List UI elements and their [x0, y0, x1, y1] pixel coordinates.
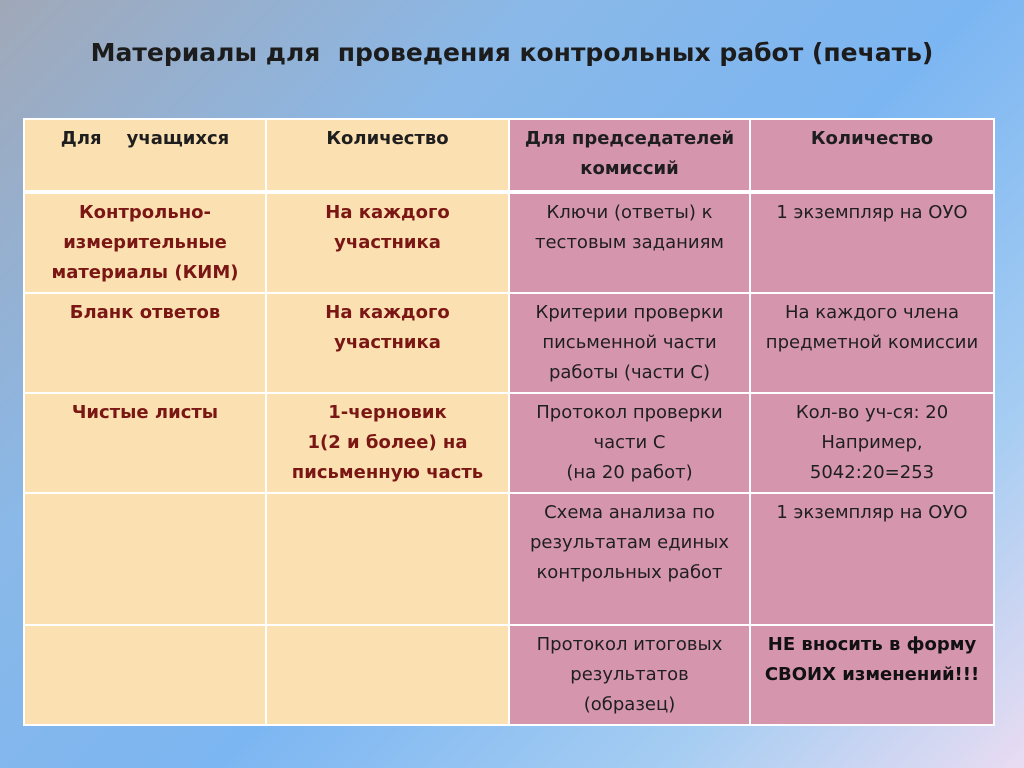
table-cell — [24, 625, 266, 725]
table-cell: Контрольно-измерительные материалы (КИМ) — [24, 192, 266, 293]
header-students: Для учащихся — [24, 119, 266, 192]
table-cell: На каждого участника — [266, 192, 509, 293]
table-cell: На каждого участника — [266, 293, 509, 393]
table-header-row — [24, 119, 994, 192]
table-cell: Протокол проверки части С (на 20 работ) — [509, 393, 750, 493]
header-commission-chairs: Для председателей комиссий — [509, 119, 750, 192]
table-cell: Критерии проверки письменной части работы (части С) — [509, 293, 750, 393]
table-cell: Ключи (ответы) к тестовым заданиям — [509, 192, 750, 293]
table-cell: Бланк ответов — [24, 293, 266, 393]
table-row — [24, 192, 994, 293]
table-cell: 1-черновик 1(2 и более) на письменную часть — [266, 393, 509, 493]
page-title: Материалы для проведения контрольных работ (печать) — [90, 38, 934, 67]
table-cell: Протокол итоговых результатов (образец) — [509, 625, 750, 725]
table-cell: Схема анализа по результатам единых контрольных работ — [509, 493, 750, 625]
table-cell: Кол-во уч-ся: 20 Например, 5042:20=253 — [750, 393, 994, 493]
materials-table — [23, 118, 995, 726]
table-cell — [266, 625, 509, 725]
table-cell: На каждого члена предметной комиссии — [750, 293, 994, 393]
table-cell: Чистые листы — [24, 393, 266, 493]
header-quantity-students: Количество — [266, 119, 509, 192]
header-quantity-chairs: Количество — [750, 119, 994, 192]
table-cell: 1 экземпляр на ОУО — [750, 493, 994, 625]
table-row — [24, 493, 994, 625]
table-row — [24, 393, 994, 493]
table-row — [24, 293, 994, 393]
table-cell — [266, 493, 509, 625]
table-cell: 1 экземпляр на ОУО — [750, 192, 994, 293]
warning-note: НЕ вносить в форму СВОИХ изменений!!! — [750, 625, 994, 725]
table-row — [24, 625, 994, 725]
table-cell — [24, 493, 266, 625]
